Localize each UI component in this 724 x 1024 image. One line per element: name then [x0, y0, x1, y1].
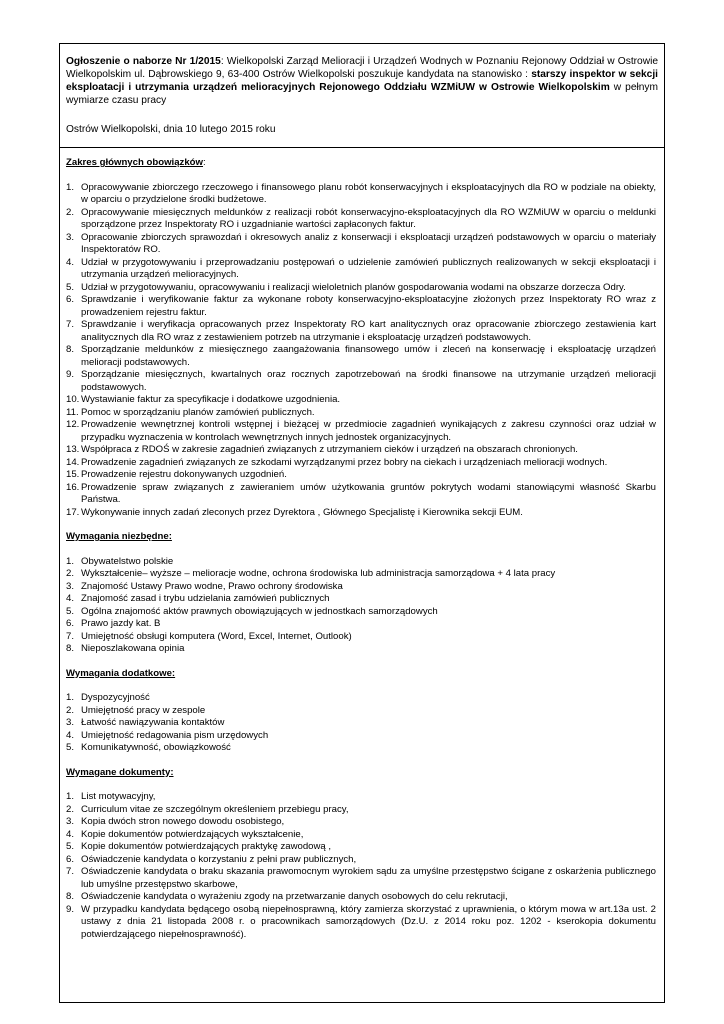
list-item	[66, 816, 656, 829]
list-item-number: 3.	[66, 231, 75, 243]
list-item-text: Sporządzanie miesięcznych, kwartalnych oraz rocznych zapotrzebowań na środki finansowe na utrzymanie urządzeń melioracji podstawowych.	[81, 369, 656, 393]
document-frame	[59, 43, 665, 1003]
list-item	[66, 419, 656, 444]
list-item-number: 4.	[66, 256, 75, 268]
list-item	[66, 407, 656, 420]
list-item-number: 11.	[66, 406, 79, 418]
list-item	[66, 692, 656, 705]
list-item-number: 2.	[66, 206, 75, 218]
list-item-text: Oświadczenie kandydata o wyrażeniu zgody na przetwarzanie danych osobowych do celu rekrutacji,	[81, 891, 508, 902]
list-item-text: Udział w przygotowywaniu i przeprowadzaniu postępowań o udzielenie zamówień publicznych realizowanych w sekcji eksploatacji i utrzymania urządzeń melioracyjnych.	[81, 256, 656, 280]
list-item	[66, 705, 656, 718]
list-item-number: 2.	[66, 568, 75, 579]
list-item	[66, 556, 656, 569]
list-item	[66, 804, 656, 817]
list-item-text: Sprawdzanie i weryfikacja opracowanych przez Inspektoraty RO kart analitycznych oraz opracowanie zbiorczego zestawienia kart analitycznych dla RO wraz z zestawieniem potrzeb na utrzymanie i eksploatację urządzeń podstawowych.	[81, 319, 656, 343]
required-list	[66, 556, 656, 656]
list-item	[66, 319, 656, 344]
list-item	[66, 482, 656, 507]
list-item-number: 7.	[66, 866, 75, 877]
list-item-number: 1.	[66, 555, 75, 567]
list-item-number: 13.	[66, 444, 80, 455]
list-item-text: Kopie dokumentów potwierdzających wykształcenie,	[81, 828, 304, 840]
list-item-text: Sporządzanie meldunków z miesięcznego zaangażowania finansowego umów i zleceń na konserwację i eksploatację urządzeń melioracji podstawowych.	[81, 344, 656, 368]
documents-title: Wymagane dokumenty:	[66, 766, 174, 778]
list-item-number: 5.	[66, 841, 75, 852]
list-item-text: Prowadzenie wewnętrznej kontroli wstępnej i bieżącej w przedmiocie zagadnień wynikających z zakresu czynności oraz udział w przypadku wyznaczenia w kontrolach wewnętrznych innych jednostek organizacyjnych.	[81, 419, 656, 443]
list-item	[66, 643, 656, 656]
duties-title-colon: :	[203, 157, 206, 168]
list-item-text: Opracowywanie zbiorczego rzeczowego i finansowego planu robót konserwacyjnych i eksploatacyjnych dla RO w podziale na obiekty, w oparciu o przydzielone środki budżetowe.	[81, 181, 656, 205]
list-item-number: 9.	[66, 903, 75, 915]
list-item-number: 15.	[66, 469, 80, 480]
list-item-number: 2.	[66, 803, 75, 815]
list-item-text: List motywacyjny,	[81, 791, 156, 802]
additional-title: Wymagania dodatkowe:	[66, 667, 176, 679]
additional-heading	[66, 668, 656, 681]
list-item-text: Kopie dokumentów potwierdzających praktykę zawodową ,	[81, 841, 332, 852]
list-item-text: Umiejętność obsługi komputera (Word, Excel, Internet, Outlook)	[81, 630, 352, 642]
list-item-number: 4.	[66, 828, 75, 840]
list-item-text: Curriculum vitae ze szczególnym określeniem przebiegu pracy,	[81, 803, 349, 815]
list-item	[66, 294, 656, 319]
list-item	[66, 854, 656, 867]
list-item-text: Prowadzenie spraw związanych z zawieraniem umów użytkowania gruntów pokrytych wodami stanowiącymi własność Skarbu Państwa.	[81, 481, 656, 505]
list-item	[66, 730, 656, 743]
list-item	[66, 593, 656, 606]
list-item	[66, 581, 656, 594]
announcement-number: Ogłoszenie o naborze Nr 1/2015	[66, 56, 221, 67]
list-item-text: Opracowanie zbiorczych sprawozdań i okresowych analiz z konserwacji i eksploatacji urządzeń podstawowych w oparciu o materiały Inspektoratów RO.	[81, 231, 656, 255]
list-item	[66, 717, 656, 730]
list-item	[66, 182, 656, 207]
list-item-number: 9.	[66, 369, 75, 380]
documents-heading	[66, 767, 656, 780]
list-item-number: 7.	[66, 630, 75, 642]
duties-title: Zakres głównych obowiązków	[66, 157, 204, 168]
content-body	[66, 157, 656, 953]
list-item	[66, 457, 656, 470]
list-item	[66, 394, 656, 407]
list-item-text: Dyspozycyjność	[81, 692, 150, 703]
list-item-text: Współpraca z RDOŚ w zakresie zagadnień związanych z utrzymaniem cieków i urządzeń na obszarach chronionych.	[81, 444, 578, 455]
list-item-text: Pomoc w sporządzaniu planów zamówień publicznych.	[81, 406, 315, 418]
list-item-number: 10.	[66, 394, 80, 405]
list-item	[66, 369, 656, 394]
list-item-text: Ogólna znajomość aktów prawnych obowiązujących w jednostkach samorządowych	[81, 605, 438, 617]
list-item	[66, 904, 656, 942]
list-item-number: 5.	[66, 281, 75, 293]
list-item-text: Umiejętność redagowania pism urzędowych	[81, 729, 269, 741]
list-item-number: 17.	[66, 506, 80, 518]
announcement-header	[66, 55, 658, 107]
list-item	[66, 866, 656, 891]
required-title: Wymagania niezbędne:	[66, 531, 172, 542]
list-item-text: Sprawdzanie i weryfikowanie faktur za wykonane roboty konserwacyjno-eksploatacyjne złożonych przez Inspektoraty RO wraz z prowadzeniem rejestru faktur.	[81, 294, 656, 318]
list-item	[66, 891, 656, 904]
list-item-number: 1.	[66, 181, 75, 193]
list-item-number: 8.	[66, 643, 75, 654]
list-item-number: 6.	[66, 618, 75, 629]
list-item	[66, 257, 656, 282]
list-item-text: Wykształcenie– wyższe – melioracje wodne, ochrona środowiska lub administracja samorządowa + 4 lata pracy	[81, 568, 556, 579]
list-item-number: 5.	[66, 605, 75, 617]
list-item	[66, 207, 656, 232]
list-item-text: W przypadku kandydata będącego osobą niepełnosprawną, który zamierza skorzystać z uprawnienia, o którym mowa w art.13a ust. 2 ustawy z dnia 21 listopada 2008 r. o pracownikach samorządowych (Dz.U. z 2014 roku poz. 1202 - kserokopia dokumentu potwierdzającego niepełnosprawność).	[81, 903, 656, 940]
additional-list	[66, 692, 656, 755]
duties-list	[66, 182, 656, 520]
documents-list	[66, 791, 656, 941]
list-item-text: Kopia dwóch stron nowego dowodu osobistego,	[81, 816, 285, 827]
list-item	[66, 841, 656, 854]
duties-heading	[66, 157, 656, 170]
list-item	[66, 232, 656, 257]
list-item-text: Znajomość zasad i trybu udzielania zamówień publicznych	[81, 593, 330, 604]
list-item	[66, 282, 656, 295]
list-item-number: 4.	[66, 729, 75, 741]
list-item-text: Znajomość Ustawy Prawo wodne, Prawo ochrony środowiska	[81, 580, 343, 592]
position-title: starszy inspektor w sekcji eksploatacji i utrzymania urządzeń melioracyjnych Rejonowego Oddziału WZMiUW w Ostrowie Wielkopolskim	[66, 69, 658, 93]
list-item-text: Prowadzenie rejestru dokonywanych uzgodnień.	[81, 469, 287, 480]
list-item-text: Opracowywanie miesięcznych meldunków z realizacji robót konserwacyjno-eksploatacyjnych dla RO WZMiUW w oparciu o meldunki sporządzone przez Inspektoraty RO i uzgadnianie wartości zapłaconych faktur.	[81, 206, 656, 230]
list-item	[66, 568, 656, 581]
list-item	[66, 469, 656, 482]
list-item-number: 8.	[66, 891, 75, 902]
announcement-intro: : Wielkopolski Zarząd Melioracji i Urządzeń Wodnych w Poznaniu Rejonowy Oddział w Ostrowie Wielkopolskim ul. Dąbrowskiego 9, 63-400 Ostrów Wielkopolski poszukuje kandydata na stanowisko :	[66, 56, 658, 80]
list-item-number: 1.	[66, 692, 75, 703]
list-item-number: 6.	[66, 853, 75, 865]
list-item-number: 6.	[66, 294, 75, 305]
list-item	[66, 618, 656, 631]
list-item-text: Oświadczenie kandydata o braku skazania prawomocnym wyrokiem sądu za umyślne przestępstwo ścigane z oskarżenia publicznego lub umyślne przestępstwo skarbowe,	[81, 866, 656, 890]
list-item	[66, 444, 656, 457]
header-divider	[60, 147, 664, 148]
list-item	[66, 631, 656, 644]
list-item-text: Nieposzlakowana opinia	[81, 643, 185, 654]
list-item-number: 5.	[66, 742, 75, 753]
list-item-text: Umiejętność pracy w zespole	[81, 704, 206, 716]
required-heading	[66, 531, 656, 544]
employment-scope: w pełnym wymiarze czasu pracy	[66, 82, 658, 106]
list-item	[66, 829, 656, 842]
list-item-number: 3.	[66, 717, 75, 728]
list-item-text: Udział w przygotowywaniu, opracowywaniu i realizacji wieloletnich planów gospodarowania wodami na obszarze dorzecza Odry.	[81, 281, 626, 293]
list-item	[66, 507, 656, 520]
list-item-text: Oświadczenie kandydata o korzystaniu z pełni praw publicznych,	[81, 853, 357, 865]
list-item	[66, 791, 656, 804]
list-item-number: 3.	[66, 580, 75, 592]
list-item-text: Łatwość nawiązywania kontaktów	[81, 717, 225, 728]
list-item-number: 8.	[66, 344, 75, 355]
list-item-text: Prawo jazdy kat. B	[81, 618, 161, 629]
list-item-number: 7.	[66, 319, 75, 330]
list-item	[66, 742, 656, 755]
list-item-number: 3.	[66, 816, 75, 827]
list-item-number: 14.	[66, 456, 80, 468]
list-item-text: Komunikatywność, obowiązkowość	[81, 742, 231, 753]
list-item-text: Wystawianie faktur za specyfikacje i dodatkowe uzgodnienia.	[81, 394, 341, 405]
list-item	[66, 606, 656, 619]
list-item-number: 4.	[66, 593, 75, 604]
place-and-date: Ostrów Wielkopolski, dnia 10 lutego 2015 roku	[66, 124, 276, 135]
list-item-number: 2.	[66, 704, 75, 716]
list-item-number: 12.	[66, 419, 80, 430]
list-item-number: 1.	[66, 791, 75, 802]
list-item	[66, 344, 656, 369]
list-item-text: Prowadzenie zagadnień związanych ze szkodami wyrządzanymi przez bobry na ciekach i urządzeniach melioracji wodnych.	[81, 456, 608, 468]
list-item-number: 16.	[66, 481, 80, 493]
list-item-text: Wykonywanie innych zadań zleconych przez Dyrektora , Głównego Specjalistę i Kierownika sekcji EUM.	[81, 506, 523, 518]
list-item-text: Obywatelstwo polskie	[81, 555, 174, 567]
